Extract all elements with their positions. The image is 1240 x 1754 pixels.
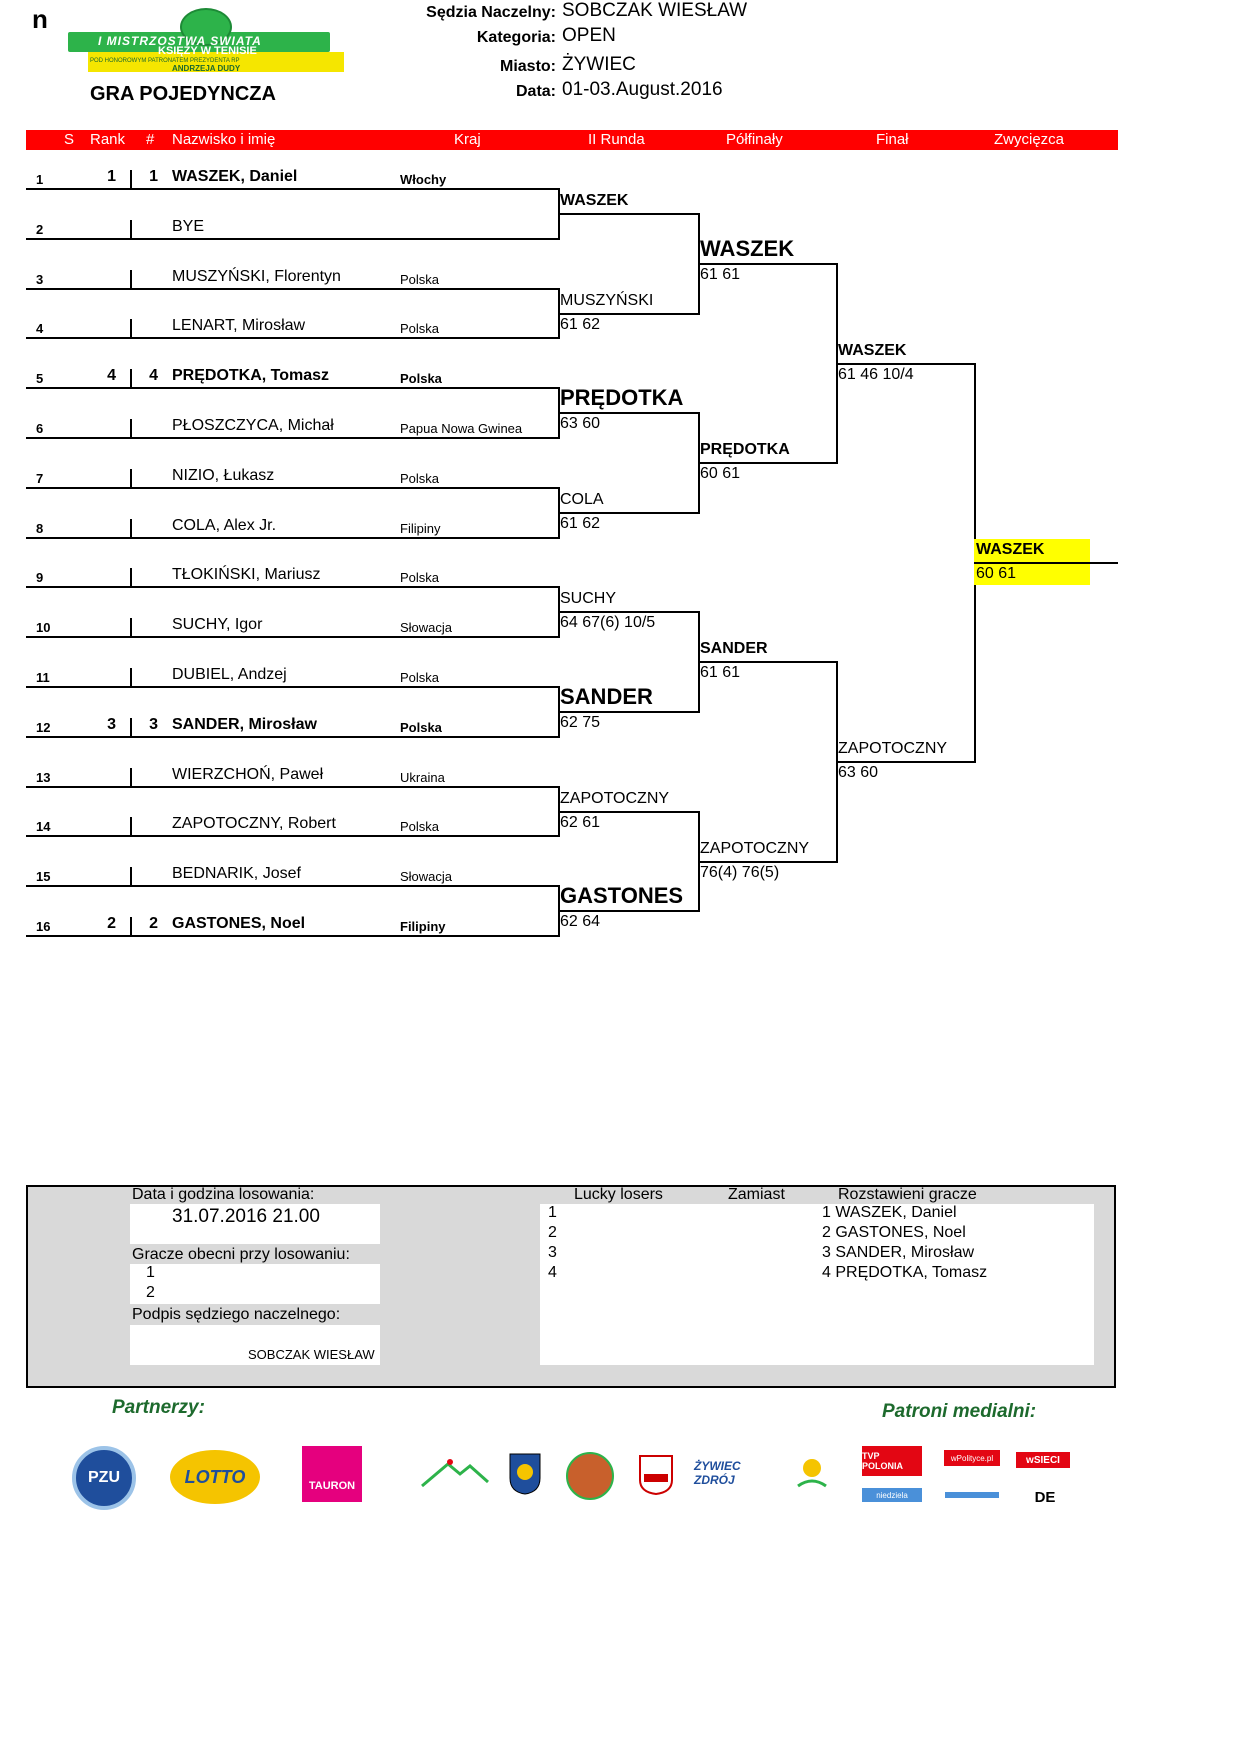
player-name: BYE (172, 218, 205, 235)
rank-divider (130, 568, 132, 588)
pzu-logo-text: PZU (88, 1469, 120, 1486)
sf-score: 76(4) 76(5) (700, 864, 780, 881)
col-semifinals: Półfinały (726, 131, 783, 148)
draw-position: 5 (36, 371, 44, 386)
player-line (26, 537, 560, 539)
player-line (26, 188, 560, 190)
draw-position: 1 (36, 172, 44, 187)
player-country: Włochy (400, 172, 447, 187)
draw-position: 14 (36, 819, 51, 834)
r2-line (558, 910, 700, 912)
rank-divider (130, 917, 132, 937)
city-label: Miasto: (500, 58, 556, 75)
r2-score: 62 64 (560, 913, 601, 930)
sf-line (698, 462, 838, 464)
player-name: GASTONES, Noel (172, 915, 306, 932)
lucky-losers-label: Lucky losers (574, 1186, 663, 1203)
player-line (26, 387, 560, 389)
category-value: OPEN (562, 25, 616, 46)
draw-position: 9 (36, 570, 44, 585)
sf-line (698, 263, 838, 265)
sf-line (698, 661, 838, 663)
logo-line-3: POD HONOROWYM PATRONATEM PREZYDENTA RP (90, 58, 240, 64)
r2-winner-name: SANDER (560, 684, 653, 709)
lucky-1: 1 (548, 1204, 557, 1221)
rank-divider (130, 768, 132, 788)
player-line (26, 487, 560, 489)
r2-winner-name: COLA (560, 491, 604, 508)
page-title: GRA POJEDYNCZA (90, 83, 276, 105)
seeded-label: Rozstawieni gracze (838, 1186, 977, 1203)
instead-label: Zamiast (728, 1186, 785, 1203)
corner-mark: n (32, 4, 48, 34)
rank-divider (130, 867, 132, 887)
rank-divider (130, 319, 132, 339)
mountain-logo (420, 1456, 490, 1492)
rank-divider (130, 469, 132, 489)
zywiec-zdroj-text: ŻYWIEC ZDRÓJ (694, 1459, 741, 1487)
rank-divider (130, 369, 132, 389)
col-s: S (64, 131, 75, 148)
player-line (26, 586, 560, 588)
rank-cell: 3 (107, 716, 116, 733)
r2-score: 64 67(6) 10/5 (560, 614, 656, 631)
championship-logo (68, 8, 344, 74)
r2-winner-name: WASZEK (560, 192, 629, 209)
seed-cell: 1 (149, 168, 158, 185)
r2-score: 62 75 (560, 714, 601, 731)
category-label: Kategoria: (476, 29, 556, 46)
crest-icon (508, 1452, 542, 1496)
r2-line (558, 611, 700, 613)
referee-value: SOBCZAK WIESŁAW (562, 0, 748, 21)
date-label: Data: (515, 83, 556, 100)
mountain-icon (420, 1456, 490, 1492)
col-round2: II Runda (588, 131, 645, 148)
r2-line (558, 213, 700, 215)
rank-divider (130, 419, 132, 439)
col-country: Kraj (454, 131, 481, 148)
wsieci-logo (1016, 1452, 1070, 1468)
draw-position: 7 (36, 471, 44, 486)
present-panel (130, 1264, 380, 1304)
sf-winner-name: ZAPOTOCZNY (700, 840, 810, 857)
player-name: ZAPOTOCZNY, Robert (172, 815, 336, 832)
player-country: Słowacja (400, 869, 453, 884)
player-line (26, 736, 560, 738)
col-hash: # (146, 131, 155, 148)
tvp-polonia-logo (862, 1446, 922, 1476)
player-country: Polska (400, 670, 440, 685)
r2-score: 61 62 (560, 316, 601, 333)
player-name: LENART, Mirosław (172, 317, 306, 334)
r2-winner-name: PRĘDOTKA (560, 385, 684, 410)
portal-logo (944, 1488, 1000, 1502)
draw-position: 15 (36, 869, 51, 884)
sf-winner-name: WASZEK (700, 236, 795, 261)
r2-winner-name: MUSZYŃSKI (560, 292, 654, 309)
col-rank: Rank (90, 131, 126, 148)
tauron-logo-text: TAURON (308, 1480, 356, 1492)
media-patrons-label: Patroni medialni: (882, 1401, 1037, 1422)
player-country: Polska (400, 371, 442, 386)
seeded-4: 4 PRĘDOTKA, Tomasz (822, 1264, 988, 1281)
seeded-1: 1 WASZEK, Daniel (822, 1204, 957, 1221)
player-name: COLA, Alex Jr. (172, 517, 277, 534)
player-line (26, 786, 560, 788)
sf-score: 61 61 (700, 664, 741, 681)
player-name: PŁOSZCZYCA, Michał (172, 417, 334, 434)
player-name: PRĘDOTKA, Tomasz (172, 367, 330, 384)
draw-position: 12 (36, 720, 51, 735)
r2-line (558, 412, 700, 414)
seed-cell: 3 (149, 716, 158, 733)
draw-position: 6 (36, 421, 44, 436)
sf-line (698, 861, 838, 863)
champion-score: 60 61 (976, 565, 1017, 582)
draw-date-value: 31.07.2016 21.00 (172, 1206, 320, 1227)
tennis-club-logo (566, 1452, 614, 1500)
r2-winner-name: GASTONES (560, 883, 684, 908)
region-logo (794, 1452, 830, 1494)
present-1: 1 (146, 1264, 155, 1281)
signature-label: Podpis sędziego naczelnego: (132, 1306, 341, 1323)
player-country: Słowacja (400, 620, 453, 635)
player-country: Filipiny (400, 521, 441, 536)
signature-value: SOBCZAK WIESŁAW (248, 1347, 375, 1362)
wpolityce-logo (944, 1450, 1000, 1466)
col-winner: Zwycięzca (994, 131, 1065, 148)
rank-divider (130, 718, 132, 738)
player-country: Polska (400, 321, 440, 336)
player-country: Polska (400, 272, 440, 287)
winner-line (974, 562, 1118, 564)
logo-line-4: ANDRZEJA DUDY (172, 64, 241, 73)
player-line (26, 935, 560, 937)
seed-cell: 2 (149, 915, 158, 932)
lotto-logo-text: LOTTO (184, 1466, 246, 1487)
tvp-polonia-text: TVP POLONIA (862, 1451, 904, 1471)
date-value: 01-03.August.2016 (562, 79, 723, 100)
player-country: Ukraina (400, 770, 445, 785)
draw-position: 2 (36, 222, 44, 237)
draw-position: 16 (36, 919, 51, 934)
lotto-logo (170, 1450, 260, 1504)
r2-score: 62 61 (560, 814, 601, 831)
r2-line (558, 512, 700, 514)
rank-divider (130, 618, 132, 638)
rank-divider (130, 220, 132, 240)
lucky-3: 3 (548, 1244, 557, 1261)
city-crest-logo (508, 1452, 542, 1496)
de-logo (1030, 1488, 1060, 1506)
referee-label: Sędzia Naczelny: (426, 4, 556, 21)
draw-position: 8 (36, 521, 44, 536)
player-line (26, 437, 560, 439)
rank-divider (130, 170, 132, 190)
final-score: 63 60 (838, 764, 879, 781)
seeded-3: 3 SANDER, Mirosław (822, 1244, 975, 1261)
final-score: 61 46 10/4 (838, 366, 914, 383)
seed-cell: 4 (149, 367, 158, 384)
player-line (26, 337, 560, 339)
rank-divider (130, 519, 132, 539)
wsieci-text: wSIECI (1026, 1454, 1060, 1466)
partners-label: Partnerzy: (112, 1397, 205, 1418)
player-country: Polska (400, 471, 440, 486)
city-value: ŻYWIEC (562, 54, 636, 75)
sf-score: 61 61 (700, 266, 741, 283)
brewery-crest-icon (636, 1452, 676, 1496)
player-name: SUCHY, Igor (172, 616, 263, 633)
r2-line (558, 711, 700, 713)
sun-icon (794, 1452, 830, 1494)
r2-line (558, 313, 700, 315)
player-name: WASZEK, Daniel (172, 168, 298, 185)
de-logo-text: DE (1034, 1488, 1056, 1506)
player-country: Filipiny (400, 919, 446, 934)
logo-line-2: KSIĘŻY W TENISIE (158, 45, 257, 57)
player-country: Polska (400, 720, 442, 735)
champion-name: WASZEK (976, 541, 1045, 558)
brewery-logo (636, 1452, 676, 1496)
rank-cell: 4 (107, 367, 116, 384)
present-2: 2 (146, 1284, 155, 1301)
r2-line (558, 811, 700, 813)
rank-cell: 1 (107, 168, 116, 185)
sf-score: 60 61 (700, 465, 741, 482)
r2-winner-name: ZAPOTOCZNY (560, 790, 670, 807)
rank-cell: 2 (107, 915, 116, 932)
player-line (26, 686, 560, 688)
niedziela-logo (862, 1488, 922, 1502)
player-name: TŁOKIŃSKI, Mariusz (172, 566, 321, 583)
draw-position: 13 (36, 770, 51, 785)
player-name: NIZIO, Łukasz (172, 467, 275, 484)
present-label: Gracze obecni przy losowaniu: (132, 1246, 350, 1263)
player-name: BEDNARIK, Josef (172, 865, 301, 882)
pzu-logo (72, 1446, 136, 1510)
draw-position: 4 (36, 321, 44, 336)
player-name: MUSZYŃSKI, Florentyn (172, 268, 341, 285)
final-winner-name: ZAPOTOCZNY (838, 740, 948, 757)
player-line (26, 835, 560, 837)
r2-score: 63 60 (560, 415, 601, 432)
tauron-logo (302, 1446, 362, 1502)
r2-winner-name: SUCHY (560, 590, 617, 607)
player-country: Polska (400, 819, 440, 834)
rank-divider (130, 668, 132, 688)
wpolityce-text: wPolityce.pl (950, 1453, 994, 1463)
player-name: SANDER, Mirosław (172, 716, 317, 733)
player-line (26, 288, 560, 290)
zywiec-zdroj-logo (694, 1460, 770, 1486)
logo-line-1: I MISTRZOSTWA SWIATA (98, 34, 262, 48)
player-name: WIERZCHOŃ, Paweł (172, 766, 324, 783)
player-country: Polska (400, 570, 440, 585)
draw-date-label: Data i godzina losowania: (132, 1186, 315, 1203)
draw-position: 3 (36, 272, 44, 287)
sf-winner-name: PRĘDOTKA (700, 441, 790, 458)
player-country: Papua Nowa Gwinea (400, 421, 523, 436)
draw-position: 11 (36, 670, 50, 685)
final-line (836, 761, 976, 763)
seeded-2: 2 GASTONES, Noel (822, 1224, 966, 1241)
niedziela-text: niedziela (876, 1490, 908, 1500)
player-line (26, 238, 560, 240)
player-line (26, 885, 560, 887)
lucky-losers-panel (540, 1204, 1094, 1365)
player-name: DUBIEL, Andzej (172, 666, 287, 683)
final-winner-name: WASZEK (838, 342, 907, 359)
sf-winner-name: SANDER (700, 640, 768, 657)
draw-position: 10 (36, 620, 51, 635)
col-name: Nazwisko i imię (172, 131, 276, 148)
player-line (26, 636, 560, 638)
rank-divider (130, 270, 132, 290)
rank-divider (130, 817, 132, 837)
final-line (836, 363, 976, 365)
col-final: Finał (876, 131, 909, 148)
lucky-4: 4 (548, 1264, 557, 1281)
lucky-2: 2 (548, 1224, 557, 1241)
r2-score: 61 62 (560, 515, 601, 532)
